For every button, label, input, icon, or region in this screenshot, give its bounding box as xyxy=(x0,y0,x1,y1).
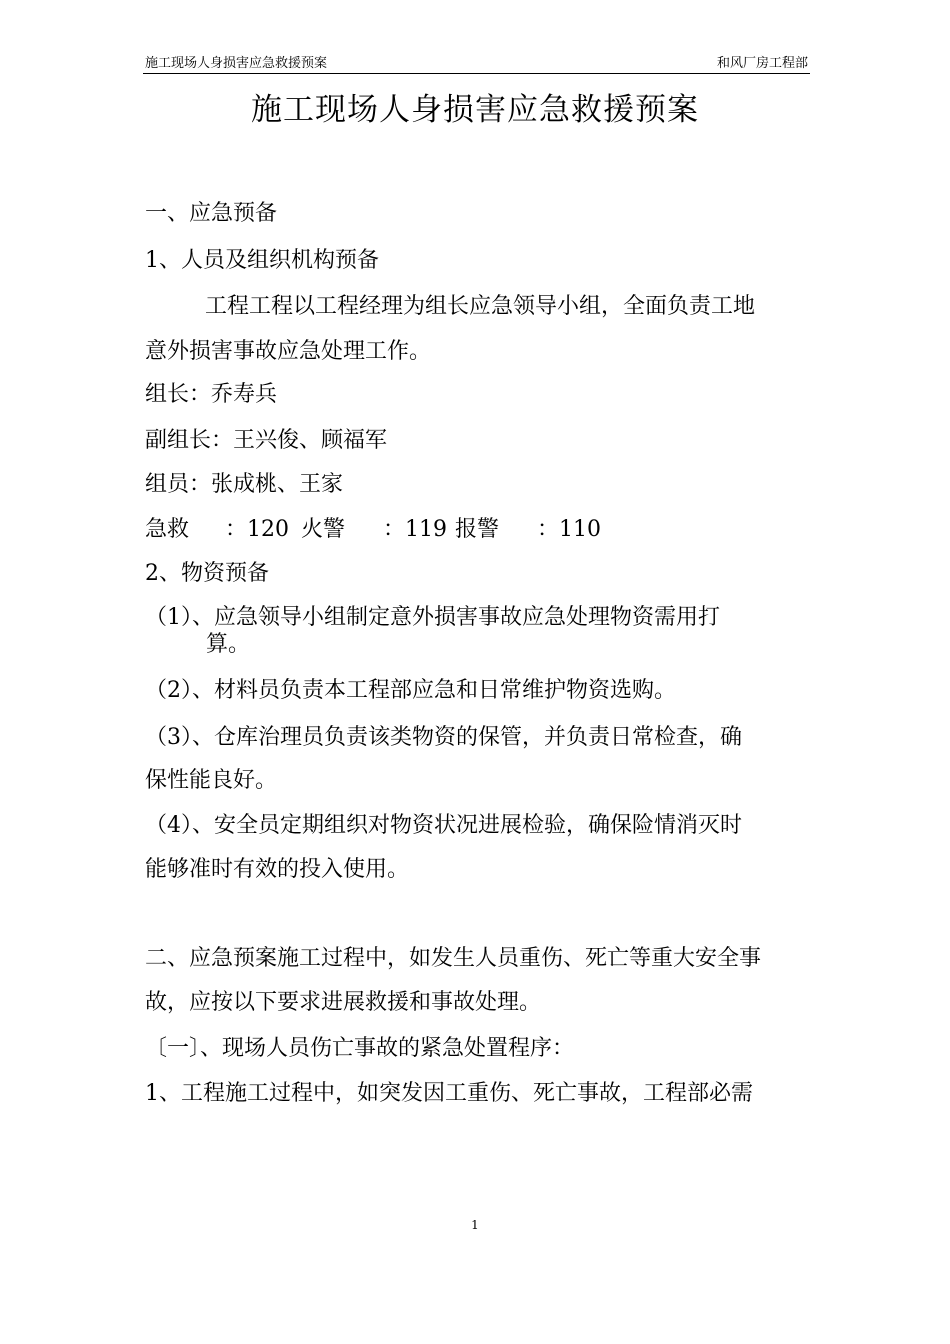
list-item-line: （2）、材料员负责本工程部应急和日常维护物资选购。 xyxy=(145,678,676,703)
header-right: 和风厂房工程部 xyxy=(716,56,808,71)
subsection-heading-1-1: 1、人员及组织机构预备 xyxy=(145,248,379,273)
police-number: ：110 xyxy=(537,517,601,542)
section-heading-2: 二、应急预案施工过程中，如发生人员重伤、死亡等重大安全事 xyxy=(145,946,762,971)
list-item-line: （1）、应急领导小组制定意外损害事故应急处理物资需用打 xyxy=(145,605,720,630)
paragraph-line: 工程工程以工程经理为组长应急领导小组，全面负责工地 xyxy=(205,294,756,319)
section-heading-1: 一、应急预备 xyxy=(145,201,278,226)
document-title: 施工现场人身损害应急救援预案 xyxy=(251,92,699,128)
leader-line: 组长：乔寿兵 xyxy=(145,382,278,407)
subsection-heading-1-2: 2、物资预备 xyxy=(145,561,269,586)
emergency-number: ：120 xyxy=(225,517,289,542)
paragraph-line: 1、工程施工过程中，如突发因工重伤、死亡事故，工程部必需 xyxy=(145,1081,753,1106)
paragraph-line: 故，应按以下要求进展救援和事故处理。 xyxy=(145,990,542,1015)
list-item-line: 保性能良好。 xyxy=(145,768,278,793)
page-number: 1 xyxy=(471,1218,479,1232)
list-item-line: （3）、仓库治理员负责该类物资的保管，并负责日常检查，确 xyxy=(145,725,742,750)
subsection-heading-2-1: 〔一〕、现场人员伤亡事故的紧急处置程序： xyxy=(145,1036,575,1061)
fire-number: ：119 xyxy=(383,517,447,542)
page-header xyxy=(143,55,810,74)
list-item-line: （4）、安全员定期组织对物资状况进展检验，确保险情消灭时 xyxy=(145,813,742,838)
members-line: 组员：张成桃、王家 xyxy=(145,472,344,497)
header-left: 施工现场人身损害应急救援预案 xyxy=(145,56,328,71)
list-item-line: 算。 xyxy=(206,632,251,657)
emergency-label: 急救 xyxy=(145,517,190,542)
emergency-numbers-line xyxy=(145,515,601,545)
paragraph-line: 意外损害事故应急处理工作。 xyxy=(145,339,432,364)
deputy-line: 副组长：王兴俊、顾福军 xyxy=(145,428,388,453)
police-label: 报警 xyxy=(455,517,500,542)
list-item-line: 能够准时有效的投入使用。 xyxy=(145,857,410,882)
fire-label: 火警 xyxy=(301,517,346,542)
